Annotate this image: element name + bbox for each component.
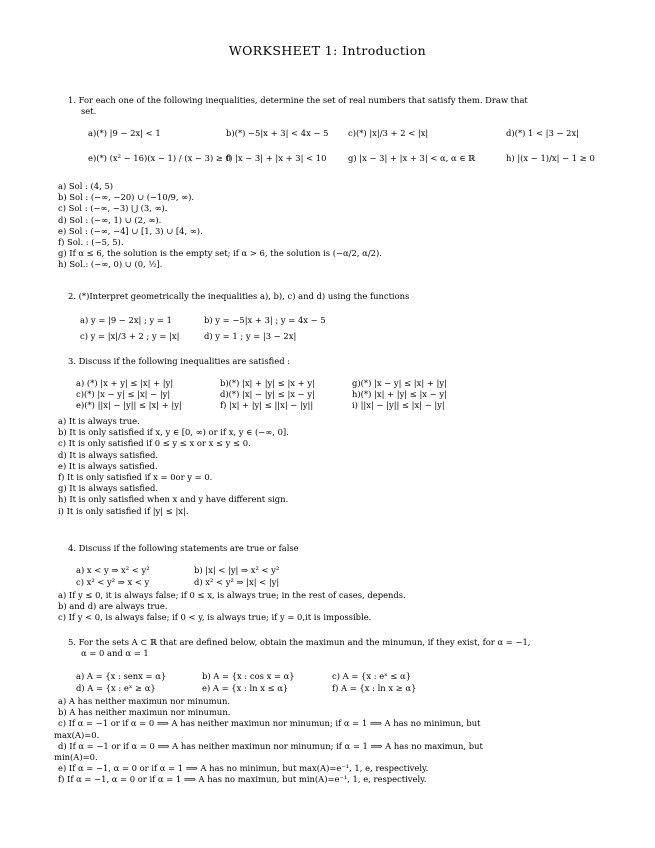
q1-items-row-2	[88, 153, 595, 164]
q5-answer-d-cont: min(A)=0.	[54, 751, 98, 762]
q1-solution-e: e) Sol : (−∞, −4] ∪ [1, 3) ∪ [4, ∞).	[58, 225, 203, 236]
q3-statement: 3. Discuss if the following inequalities are satisfied :	[68, 356, 291, 366]
q1-solution-g: g) If α ≤ 6, the solution is the empty set; if α > 6, the solution is (−α/2, α/2).	[58, 248, 382, 259]
q3-answer-g: g) It is always satisfied.	[58, 483, 158, 494]
q5-item-c: c) A = {x : eˣ ≤ α}	[332, 671, 412, 681]
q5-answers	[54, 696, 483, 786]
q2-row-1	[80, 315, 326, 326]
q1-item-a: a)(*) |9 − 2x| < 1	[88, 128, 161, 138]
q5-item-d: d) A = {x : eˣ ≥ α}	[76, 683, 156, 693]
q3-answer-h: h) It is only satisfied when x and y have different sign.	[58, 494, 289, 505]
q2-item-a: a) y = |9 − 2x| ; y = 1	[80, 315, 172, 325]
q1-item-c: c)(*) |x|/3 + 2 < |x|	[348, 128, 429, 138]
q2-item-c: c) y = |x|/3 + 2 ; y = |x|	[80, 331, 180, 341]
q4-statement: 4. Discuss if the following statements are true or false	[68, 543, 299, 553]
q1-item-e: e)(*) (x² − 16)(x − 1) / (x − 3) ≥ 0	[88, 153, 231, 163]
q5-item-e: e) A = {x : ln x ≤ α}	[202, 683, 289, 693]
q5-answer-c-cont: max(A)=0.	[54, 729, 100, 740]
q3-answer-c: c) It is only satisfied if 0 ≤ y ≤ x or x ≤ y ≤ 0.	[58, 438, 251, 449]
q2-statement: 2. (*)Interpret geometrically the inequalities a), b), c) and d) using the functions	[68, 291, 410, 301]
q5-answer-c: c) If α = −1 or if α = 0 ⟹ A has neither maximun nor minumun; if α = 1 ⟹ A has no minimun, but	[58, 718, 481, 729]
q3-answer-f: f) It is only satisfied if x = 0or y = 0.	[58, 471, 213, 482]
q5-answer-e: e) If α = −1, α = 0 or if α = 1 ⟹ A has no minimun, but max(A)=e⁻¹, 1, e, respectively.	[58, 763, 429, 774]
q1-solution-f: f) Sol. : (−5, 5).	[58, 236, 124, 247]
q5-statement: 5. For the sets A ⊂ ℝ that are defined below, obtain the maximun and the minumun, if they exist, for α = −1, α = 0 and α = 1	[68, 637, 531, 659]
q4-answer-b: b) and d) are always true.	[58, 601, 168, 612]
q5-item-b: b) A = {x : cos x = α}	[202, 671, 295, 681]
q3-row-2: c)(*) |x − y| ≤ |x| − |y| d)(*) |x| − |y| ≤ |x − y| h)(*) |x| + |y| ≤ |x − y|	[76, 389, 447, 400]
q3-row-3: e)(*) ||x| − |y|| ≤ |x| + |y| f) |x| + |y| ≤ ||x| − |y|| i) ||x| − |y|| ≤ |x| − |y|	[76, 400, 445, 411]
q5-row-1	[76, 671, 411, 682]
q3-answers	[58, 416, 289, 517]
q4-answer-c: c) If y < 0, is always false; if 0 < y, is always true; if y = 0,it is impossible.	[58, 612, 372, 623]
q5-item-f: f) A = {x : ln x ≥ α}	[332, 683, 417, 693]
q4-item-b: b) |x| < |y| ⇒ x² < y²	[194, 565, 280, 575]
q3-answer-i: i) It is only satisfied if |y| ≤ |x|.	[58, 505, 189, 516]
q3-answer-b: b) It is only satisfied if x, y ∈ [0, ∞) or if x, y ∈ (−∞, 0].	[58, 427, 289, 438]
q1-items-row-1	[88, 128, 579, 139]
q4-answer-a: a) If y ≤ 0, it is always false; if 0 ≤ x, is always true; in the rest of cases, depends.	[58, 590, 406, 600]
q4-row-1	[76, 565, 279, 576]
q1-solution-h: h) Sol.: (−∞, 0) ∪ (0, ½].	[58, 259, 163, 270]
q1-item-h: h) |(x − 1)/x| − 1 ≥ 0	[506, 153, 595, 163]
page-title: WORKSHEET 1: Introduction	[228, 43, 427, 58]
q2-item-d: d) y = 1 ; y = |3 − 2x|	[204, 331, 297, 341]
q5-item-a: a) A = {x : senx = α}	[76, 671, 167, 681]
q1-item-d: d)(*) 1 < |3 − 2x|	[506, 128, 580, 138]
q5-row-2	[76, 683, 416, 694]
q5-answer-f: f) If α = −1, α = 0 or if α = 1 ⟹ A has no maximun, but min(A)=e⁻¹, 1, e, respectively.	[58, 774, 427, 785]
q3-answer-e: e) It is always satisfied.	[58, 460, 158, 471]
q4-item-a: a) x < y ⇒ x² < y²	[76, 565, 150, 575]
q2-item-b: b) y = −5|x + 3| ; y = 4x − 5	[204, 315, 326, 325]
q4-item-c: c) x² < y² ⇒ x < y	[76, 577, 150, 587]
q1-item-b: b)(*) −5|x + 3| < 4x − 5	[226, 128, 329, 138]
q1-item-f: f) |x − 3| + |x + 3| < 10	[226, 153, 327, 163]
q4-answers	[58, 590, 406, 624]
q1-solution-d: d) Sol : (−∞, 1) ∪ (2, ∞).	[58, 214, 162, 225]
q5-answer-d: d) If α = −1 or if α = 0 ⟹ A has neither maximun nor minumun; if α = 1 ⟹ A has no maximun, but	[58, 740, 483, 751]
q3-answer-d: d) It is always satisfied.	[58, 449, 158, 460]
q1-statement: 1. For each one of the following inequalities, determine the set of real numbers that satisfy them. Draw that set.	[68, 95, 528, 117]
q5-answer-b: b) A has neither maximun nor minumun.	[58, 707, 231, 718]
q2-row-2	[80, 331, 296, 342]
q5-answer-a: a) A has neither maximun nor minumun.	[58, 696, 231, 706]
q1-solution-a: a) Sol : (4, 5)	[58, 181, 114, 191]
q1-solution-c: c) Sol : (−∞, −3) ⋃ (3, ∞).	[58, 203, 168, 214]
q4-item-d: d) x² < y² ⇒ |x| < |y|	[194, 577, 280, 587]
q4-row-2	[76, 577, 279, 588]
q3-inequalities	[76, 378, 447, 412]
q1-solutions	[58, 181, 382, 271]
q1-solution-b: b) Sol : (−∞, −20) ∪ (−10/9, ∞).	[58, 192, 195, 203]
q1-item-g: g) |x − 3| + |x + 3| < α, α ∈ ℝ	[348, 153, 476, 163]
q3-answer-a: a) It is always true.	[58, 416, 140, 426]
q3-row-1: a) (*) |x + y| ≤ |x| + |y| b)(*) |x| + |y| ≤ |x + y| g)(*) |x − y| ≤ |x| + |y|	[76, 378, 447, 388]
